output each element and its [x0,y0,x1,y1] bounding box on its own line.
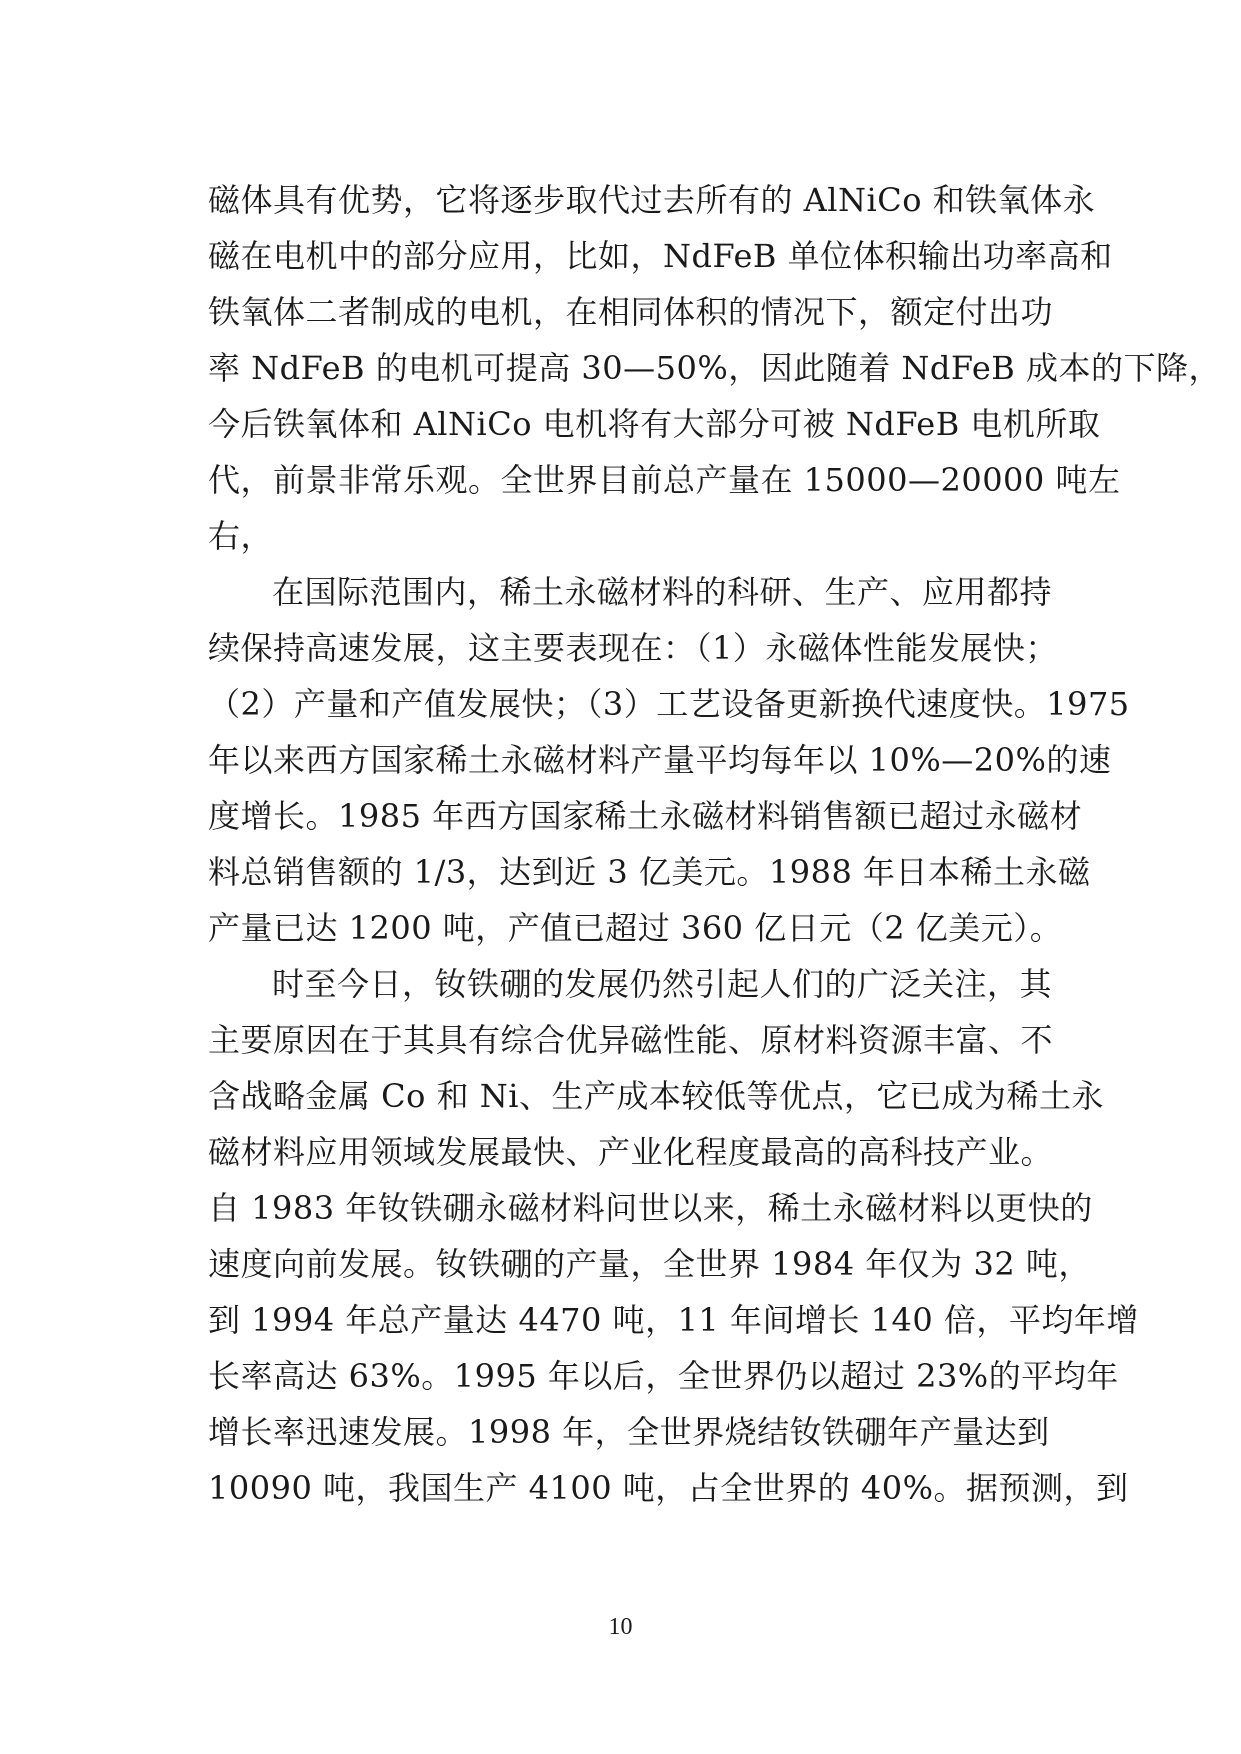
paragraph-first-line: 在国际范围内，稀土永磁材料的科研、生产、应用都持 [272,573,1053,611]
text-line: 今后铁氧体和 AlNiCo 电机将有大部分可被 NdFeB 电机所取 [208,405,1101,443]
text-line: 料总销售额的 1/3，达到近 3 亿美元。1988 年日本稀土永磁 [208,853,1091,891]
text-line: 产量已达 1200 吨，产值已超过 360 亿日元（2 亿美元）。 [208,909,1063,947]
text-line: 含战略金属 Co 和 Ni、生产成本较低等优点，它已成为稀土永 [208,1077,1105,1115]
text-line: 到 1994 年总产量达 4470 吨，11 年间增长 140 倍，平均年增 [208,1301,1139,1339]
paragraph-first-line: 时至今日，钕铁硼的发展仍然引起人们的广泛关注，其 [272,965,1053,1003]
text-line: （2）产量和产值发展快；（3）工艺设备更新换代速度快。1975 [208,685,1130,723]
text-line: 率 NdFeB 的电机可提高 30—50%，因此随着 NdFeB 成本的下降， [208,349,1221,387]
text-line: 铁氧体二者制成的电机，在相同体积的情况下，额定付出功 [208,293,1054,331]
text-line: 磁材料应用领域发展最快、产业化程度最高的高科技产业。 [208,1133,1054,1171]
text-line: 度增长。1985 年西方国家稀土永磁材料销售额已超过永磁材 [208,797,1083,835]
text-line: 长率高达 63%。1995 年以后，全世界仍以超过 23%的平均年 [208,1357,1119,1395]
text-line: 续保持高速发展，这主要表现在：（1）永磁体性能发展快； [208,629,1058,667]
page-number: 10 [608,1614,633,1640]
text-line: 增长率迅速发展。1998 年，全世界烧结钕铁硼年产量达到 [208,1413,1050,1451]
text-line: 主要原因在于其具有综合优异磁性能、原材料资源丰富、不 [208,1021,1054,1059]
text-line: 磁在电机中的部分应用，比如，NdFeB 单位体积输出功率高和 [208,237,1113,275]
text-line: 磁体具有优势，它将逐步取代过去所有的 AlNiCo 和铁氧体永 [208,181,1096,219]
text-line: 10090 吨，我国生产 4100 吨，占全世界的 40%。据预测，到 [208,1469,1129,1507]
text-line: 代，前景非常乐观。全世界目前总产量在 15000—20000 吨左 [208,461,1121,499]
text-line: 自 1983 年钕铁硼永磁材料问世以来，稀土永磁材料以更快的 [208,1189,1093,1227]
text-line: 年以来西方国家稀土永磁材料产量平均每年以 10%—20%的速 [208,741,1112,779]
text-line: 右， [208,517,274,555]
text-line: 速度向前发展。钕铁硼的产量，全世界 1984 年仅为 32 吨， [208,1245,1091,1283]
